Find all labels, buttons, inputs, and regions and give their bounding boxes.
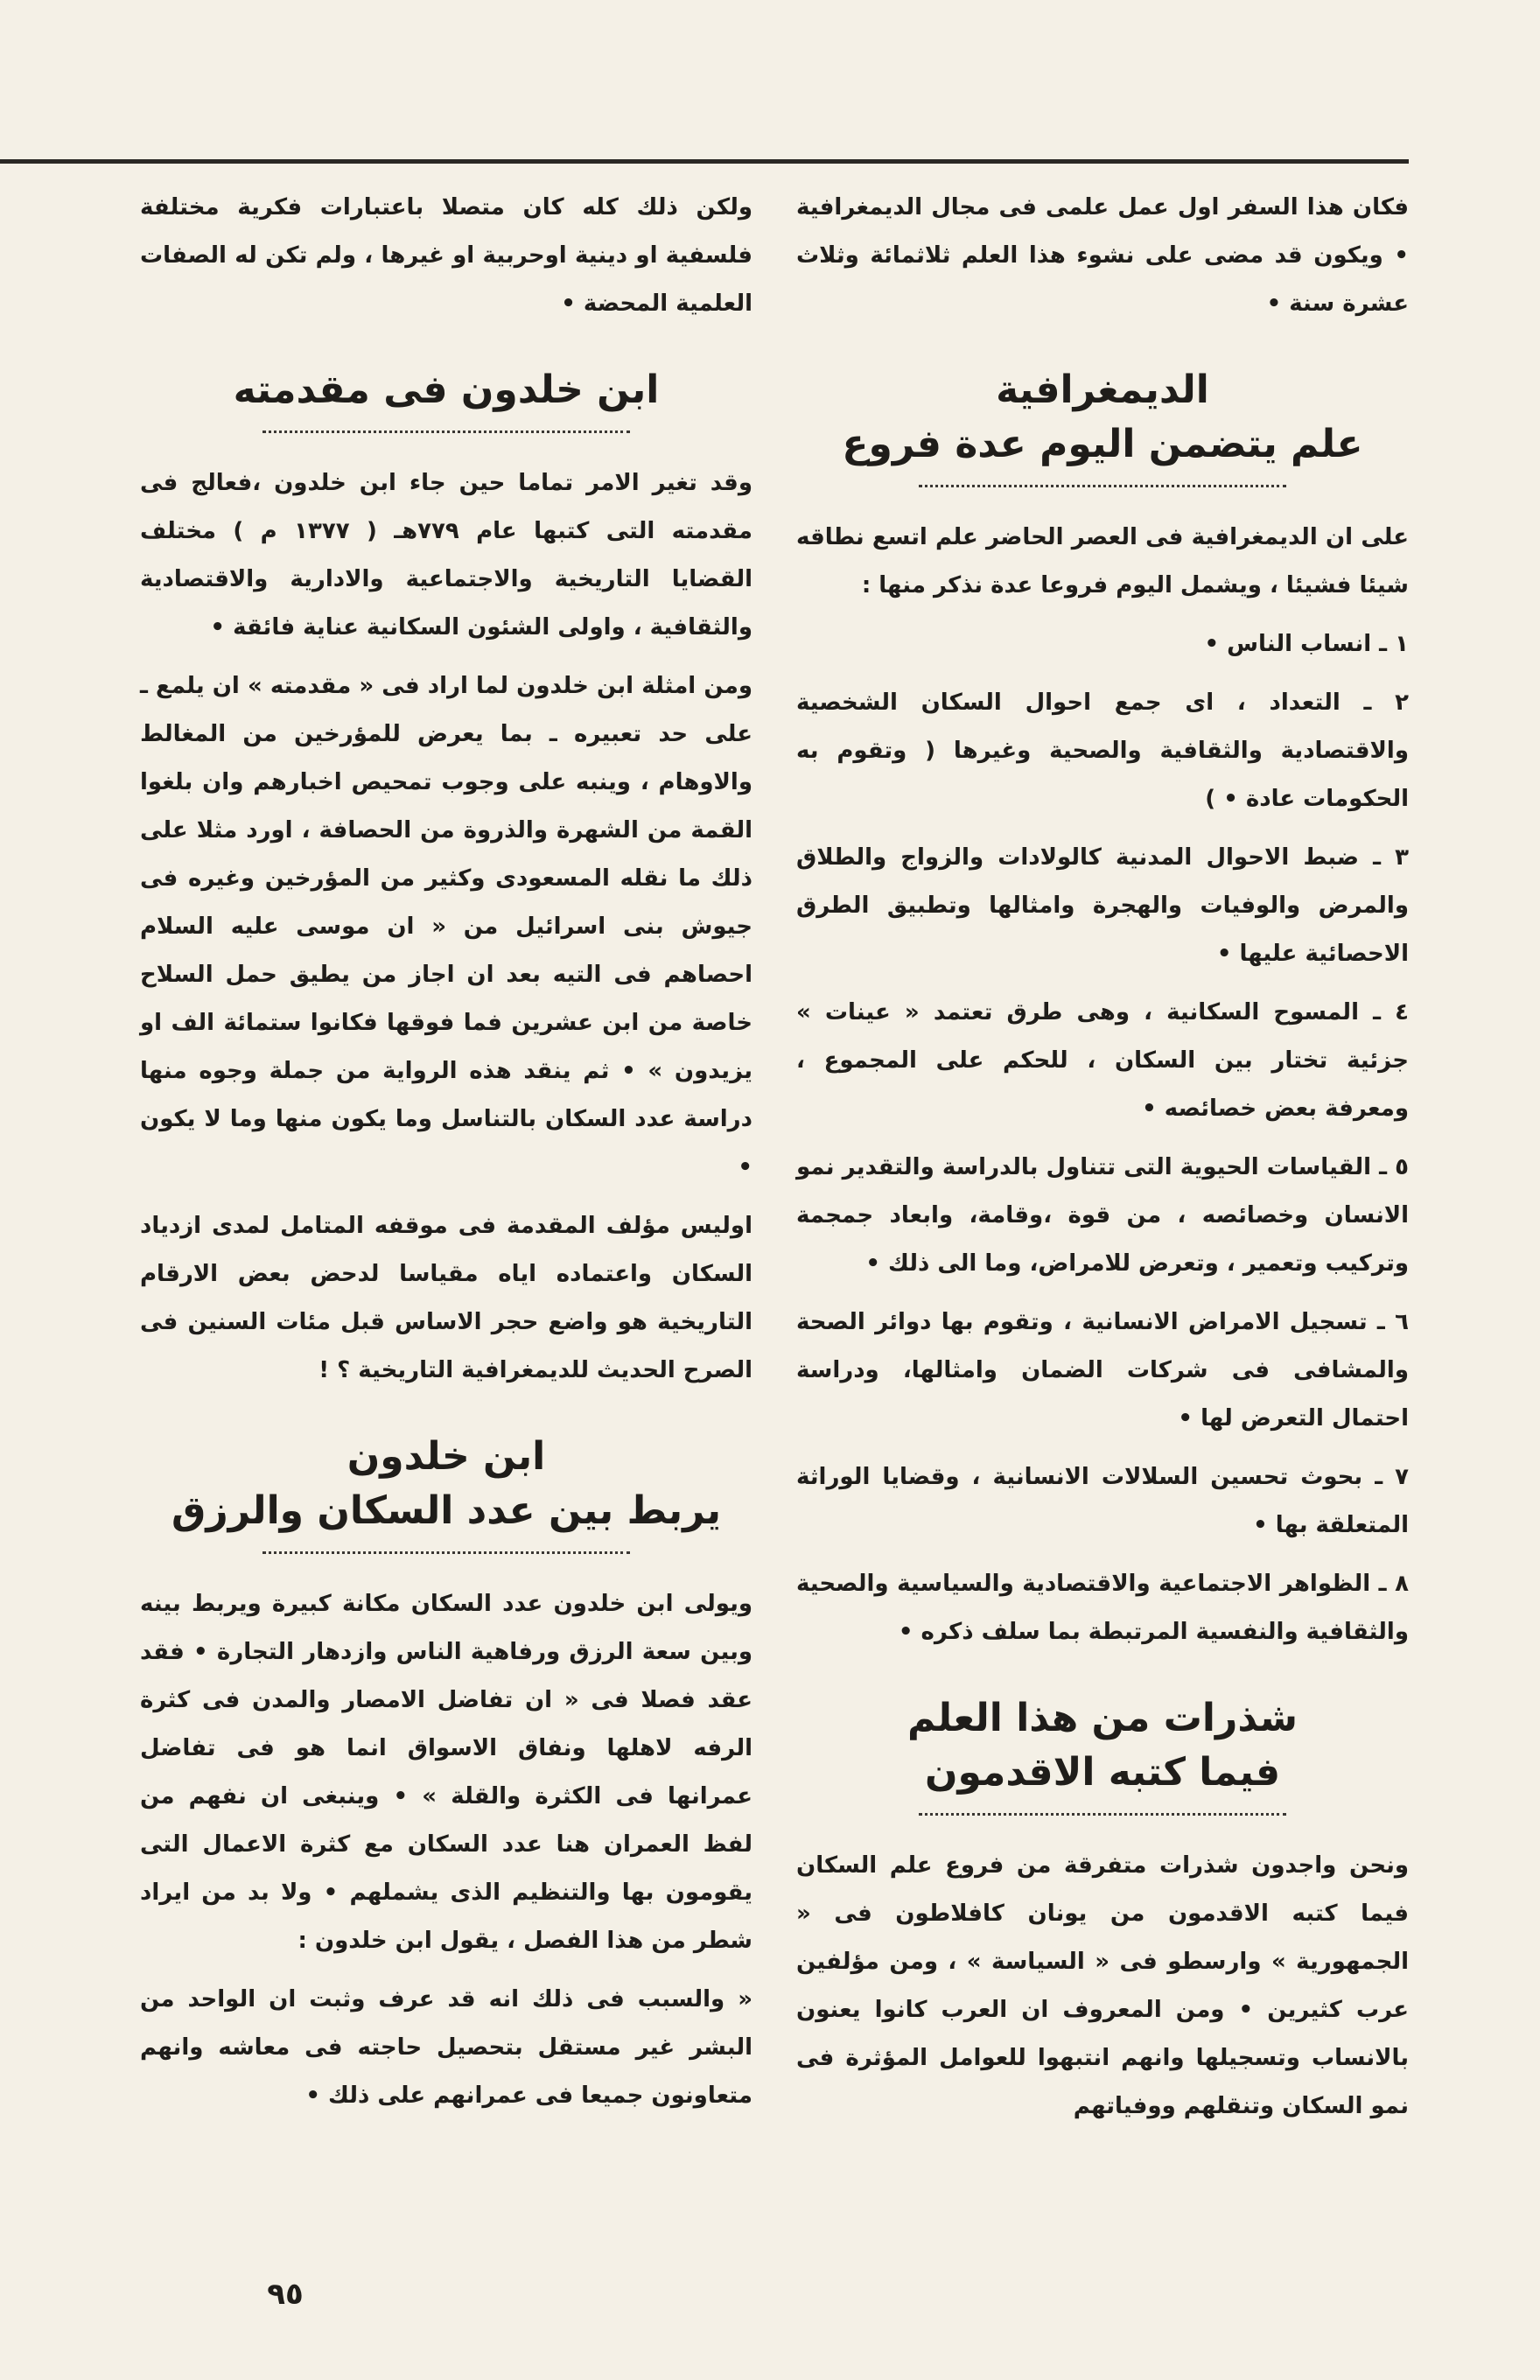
heading-population-livelihood-line1: ابن خلدون xyxy=(346,1434,546,1479)
right-column xyxy=(796,184,1409,2131)
page-number: ٩٥ xyxy=(267,2277,304,2312)
list-item-6: ٦ ـ تسجيل الامراض الانسانية ، وتقوم بها دوائر الصحة والمشافى فى شركات الضمان وامثالها، ودراسة احتمال التعرض لها • xyxy=(796,1309,1409,1432)
quotation-paragraph: « والسبب فى ذلك انه قد عرف وثبت ان الواحد من البشر غير مستقل بتحصيل حاجته فى معاشه وانهم متعاونون جميعا فى عمرانهم على ذلك • xyxy=(140,1986,752,2109)
left-column xyxy=(140,184,752,2120)
list-item-3: ٣ ـ ضبط الاحوال المدنية كالولادات والزواج والطلاق والمرض والوفيات والهجرة وامثالها وتطبيق الطرق الاحصائية عليها • xyxy=(796,844,1409,967)
heading-population-livelihood-line2: يربط بين عدد السكان والرزق xyxy=(172,1488,721,1533)
list-item-1: ١ ـ انساب الناس • xyxy=(1204,631,1409,657)
list-item-5: ٥ ـ القياسات الحيوية التى تتناول بالدراسة والتقدير نمو الانسان وخصائصه ، من قوة ،وقامة، وابعاد جمجمة وتركيب وتعمير ، وتعرض للامراض، وما الى ذلك • xyxy=(796,1154,1409,1277)
heading-demography xyxy=(796,363,1409,479)
heading-ancients-line1: شذرات من هذا العلم xyxy=(906,1696,1298,1740)
heading-ibn-khaldun-muqaddimah-line: ابن خلدون فى مقدمته xyxy=(233,368,660,412)
heading-demography-line1: الديمغرافية xyxy=(996,368,1209,412)
muqaddimah-paragraph: وقد تغير الامر تماما حين جاء ابن خلدون ،فعالج فى مقدمته التى كتبها عام ٧٧٩هـ ( ١٣٧٧ م ) مختلف القضايا التاريخية والاجتماعية والادارية والاقتصادية والثقافية ، واولى الشئون السكانية عناية فائقة • xyxy=(140,470,752,640)
ancients-paragraph: ونحن واجدون شذرات متفرقة من فروع علم السكان فيما كتبه الاقدمون من يونان كافلاطون فى « الجمهورية » وارسطو فى « السياسة » ، ومن مؤلفين عرب كثيرين • ومن المعروف ان العرب كانوا يعنون بالانساب وتسجيلها وانهم انتبهوا للعوامل المؤثرة فى نمو السكان وتنقلهم ووفياتهم xyxy=(796,1852,1409,2119)
heading-population-livelihood xyxy=(140,1430,752,1545)
list-item-7: ٧ ـ بحوث تحسين السلالات الانسانية ، وقضايا الوراثة المتعلقة بها • xyxy=(796,1464,1409,1538)
heading-ibn-khaldun-muqaddimah xyxy=(140,363,752,424)
heading-demography-line2: علم يتضمن اليوم عدة فروع xyxy=(842,422,1363,466)
historians-example-paragraph: ومن امثلة ابن خلدون لما اراد فى « مقدمته » ان يلمع ـ على حد تعبيره ـ بما يعرض للمؤرخين من المغالط والاوهام ، وينبه على وجوب تمحيص اخبارهم وان بلغوا القمة من الشهرة والذروة من الحصافة ، اورد مثلا على ذلك ما نقله المسعودى وكثير من المؤرخين وغيره فى جيوش بنى اسرائيل من « ان موسى عليه السلام احصاهم فى التيه بعد ان اجاز من يطيق حمل السلاح خاصة من ابن عشرين فما فوقها فكانوا ستمائة الف او يزيدون » • ثم ينقد هذه الرواية من جملة وجوه منها دراسة عدد السكان بالتناسل وما يكون منها وما لا يكون • xyxy=(140,673,752,1180)
top-rule xyxy=(0,159,1409,164)
list-item-4: ٤ ـ المسوح السكانية ، وهى طرق تعتمد « عينات » جزئية تختار بين السكان ، للحكم على المجموع ، ومعرفة بعض خصائصه • xyxy=(796,999,1409,1122)
heading-ancients-line2: فيما كتبه الاقدمون xyxy=(924,1750,1281,1795)
demography-branches-paragraph: على ان الديمغرافية فى العصر الحاضر علم اتسع نطاقه شيئا فشيئا ، ويشمل اليوم فروعا عدة نذكر منها : xyxy=(796,524,1409,598)
right-intro-paragraph: فكان هذا السفر اول عمل علمى فى مجال الديمغرافية • ويكون قد مضى على نشوء هذا العلم ثلاثمائة وثلاث عشرة سنة • xyxy=(796,194,1409,317)
list-item-8: ٨ ـ الظواهر الاجتماعية والاقتصادية والسياسية والصحية والثقافية والنفسية المرتبطة بما سلف ذكره • xyxy=(796,1571,1409,1645)
left-intro-paragraph: ولكن ذلك كله كان متصلا باعتبارات فكرية مختلفة فلسفية او دينية اوحربية او غيرها ، ولم تكن له الصفات العلمية المحضة • xyxy=(140,194,752,317)
heading-ancients xyxy=(796,1691,1409,1807)
population-livelihood-paragraph: ويولى ابن خلدون عدد السكان مكانة كبيرة ويربط بينه وبين سعة الرزق ورفاهية الناس وازدهار التجارة • فقد عقد فصلا فى « ان تفاضل الامصار والمدن فى كثرة الرفه لاهلها ونفاق الاسواق انما هو فى تفاضل عمرانها فى الكثرة والقلة » • وينبغى ان نفهم من لفظ العمران هنا عدد السكان مع كثرة الاعمال التى يقومون بها والتنظيم الذى يشملهم • ولا بد من ايراد شطر من هذا الفصل ، يقول ابن خلدون : xyxy=(140,1591,752,1954)
historical-demography-paragraph: اوليس مؤلف المقدمة فى موقفه المتامل لمدى ازدياد السكان واعتماده اياه مقياسا لدحض بعض الارقام التاريخية هو واضع حجر الاساس قبل مئات السنين فى الصرح الحديث للديمغرافية التاريخية ؟ ! xyxy=(140,1213,752,1383)
list-item-2: ٢ ـ التعداد ، اى جمع احوال السكان الشخصية والاقتصادية والثقافية والصحية وغيرها ( وتقوم به الحكومات عادة • ) xyxy=(796,690,1409,812)
